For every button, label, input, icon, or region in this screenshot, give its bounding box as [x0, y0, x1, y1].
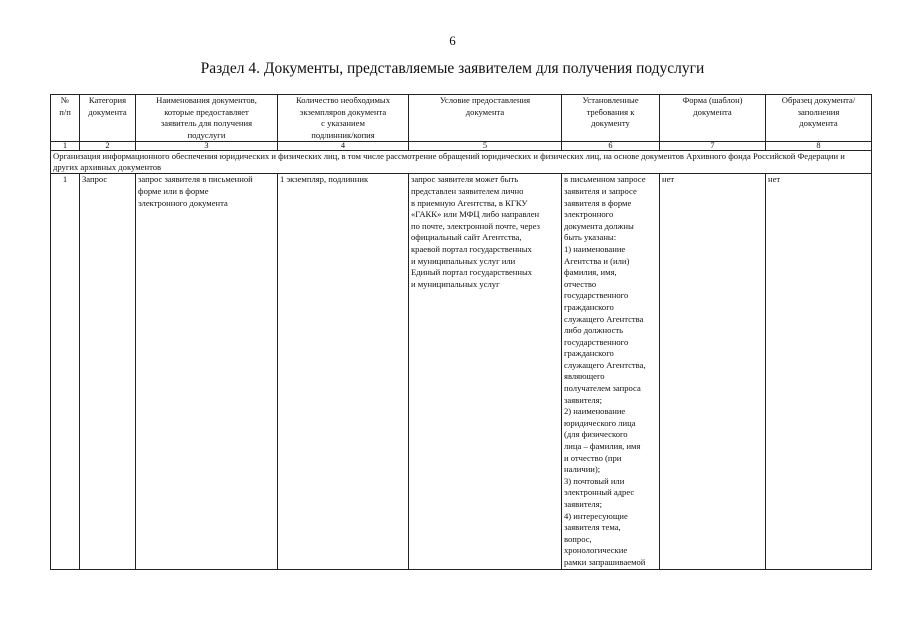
header-row: [51, 95, 872, 142]
group-title-row: [51, 151, 872, 174]
row-sample: нет: [766, 174, 872, 569]
header-cell-sample: Образец документа/ заполнения документа: [766, 95, 872, 142]
header-cell-form: Форма (шаблон) документа: [660, 95, 766, 142]
row-count: 1 экземпляр, подлинник: [278, 174, 409, 569]
page-number: 6: [449, 33, 456, 48]
row-num: 1: [51, 174, 80, 569]
header-cell-num: № п/п: [51, 95, 80, 142]
row-form: нет: [660, 174, 766, 569]
column-number: 4: [278, 142, 409, 151]
row-category: Запрос: [80, 174, 136, 569]
column-number: 1: [51, 142, 80, 151]
column-number: 6: [562, 142, 660, 151]
group-title: Организация информационного обеспечения юридических и физических лиц, в том числе рассмотрение обращений юридических и физических лиц, на основе документов Архивного фонда Российской Федерации и других архивных документов: [51, 151, 872, 174]
column-number: 5: [409, 142, 562, 151]
column-number: 7: [660, 142, 766, 151]
column-number-row: [51, 142, 872, 151]
column-number: 2: [80, 142, 136, 151]
table-row: [51, 174, 872, 569]
header-cell-condition: Условие предоставления документа: [409, 95, 562, 142]
row-requirements: в письменном запросе заявителя и запросе заявителя в форме электронного документа должны быть указаны: 1) наименование Агентства и (или) фамилия, имя, отчество государственного гражданского служащего Агентства либо должность государственного гражданского служащего Агентства, являющего получателем запроса заявителя; 2) наименование юридического лица (для физического лица – фамилия, имя и отчество (при наличии); 3) почтовый или электронный адрес заявителя; 4) интересующие заявителя тема, вопрос, хронологические рамки запрашиваемой: [562, 174, 660, 569]
header-cell-category: Категория документа: [80, 95, 136, 142]
section-title: Раздел 4. Документы, представляемые заявителем для получения подуслуги: [200, 60, 705, 77]
row-condition: запрос заявителя может быть представлен заявителем лично в приемную Агентства, в КГКУ «ГАКК» или МФЦ либо направлен по почте, электронной почте, через официальный сайт Агентства, краевой портал государственных и муниципальных услуг или Единый портал государственных и муниципальных услуг: [409, 174, 562, 569]
header-cell-requirements: Установленные требования к документу: [562, 95, 660, 142]
documents-table: [50, 94, 872, 570]
column-number: 3: [136, 142, 278, 151]
header-cell-doc-name: Наименования документов, которые предоставляет заявитель для получения подуслуги: [136, 95, 278, 142]
header-cell-count: Количество необходимых экземпляров документа с указанием подлинник/копия: [278, 95, 409, 142]
row-doc-name: запрос заявителя в письменной форме или в форме электронного документа: [136, 174, 278, 569]
column-number: 8: [766, 142, 872, 151]
